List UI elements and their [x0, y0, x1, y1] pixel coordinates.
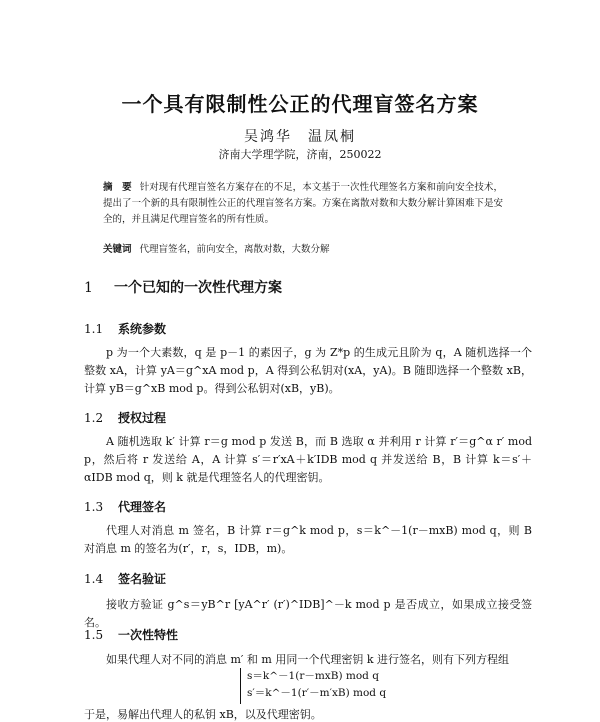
- section-heading-1: [84, 277, 282, 297]
- paragraph: 代理人对消息 m 签名，B 计算 r＝g^k mod p，s＝k^－1(r－mxB) mod q，则 B 对消息 m 的签名为(r′，r，s，IDB，m)。: [84, 524, 532, 555]
- section-number: 1: [84, 280, 93, 296]
- paragraph: 接收方验证 g^s＝yB^r [yA^r′ (r′)^IDB]^－k mod p 是否成立，如果成立接受签名。: [84, 598, 532, 629]
- section-1-2-body: [84, 433, 532, 487]
- section-title: 代理签名: [118, 500, 167, 514]
- paper-affiliation: 济南大学理学院，济南，250022: [218, 148, 382, 161]
- equation-system: [240, 668, 386, 704]
- abstract: [103, 180, 503, 228]
- section-heading-1-5: [84, 626, 178, 643]
- paragraph: 如果代理人对不同的消息 m′ 和 m 用同一个代理密钥 k 进行签名，则有下列方程组: [106, 653, 510, 666]
- section-title: 一次性特性: [118, 628, 179, 642]
- section-heading-1-1: [84, 320, 166, 337]
- section-number: 1.5: [84, 628, 104, 642]
- section-1-5-body: [84, 651, 532, 669]
- paragraph: p 为一个大素数，q 是 p－1 的素因子，g 为 Z*p 的生成元且阶为 q，A 随机选择一个整数 xA，计算 yA＝g^xA mod p，A 得到公私钥对(xA，yA)。B 随即选择一个整数 xB，计算 yB＝g^xB mod p。得到公私钥对(xB，yB)。: [84, 346, 532, 395]
- abstract-text: 针对现有代理盲签名方案存在的不足，本文基于一次性代理签名方案和前向安全技术，提出了一个新的具有限制性公正的代理盲签名方案。方案在离散对数和大数分解计算困难下是安全的，并且满足代理盲签名的所有性质。: [103, 182, 503, 225]
- section-title: 授权过程: [118, 411, 167, 425]
- keywords: [103, 243, 503, 257]
- section-heading-1-4: [84, 570, 166, 587]
- keywords-label: 关键词: [103, 244, 132, 255]
- equation: s′＝k^－1(r′－m′xB) mod q: [247, 687, 387, 699]
- section-number: 1.3: [84, 500, 104, 514]
- section-1-3-body: [84, 522, 532, 558]
- section-number: 1.2: [84, 411, 104, 425]
- section-1-1-body: [84, 344, 532, 398]
- paragraph: A 随机选取 k′ 计算 r＝g mod p 发送 B，而 B 选取 α 并利用 r 计算 r′＝g^α r′ mod p，然后将 r 发送给 A，A 计算 s′＝r′xA＋k′IDB mod q 并发送给 B，B 计算 k＝s′＋αIDB mod q，则 k 就是代理签名人的代理密钥。: [84, 435, 532, 484]
- keywords-text: 代理盲签名，前向安全，离散对数，大数分解: [139, 244, 330, 255]
- section-heading-1-3: [84, 498, 166, 515]
- paper-authors: 吴鸿华 温凤桐: [244, 129, 356, 145]
- section-heading-1-2: [84, 409, 166, 426]
- section-title: 系统参数: [118, 322, 167, 336]
- section-title: 一个已知的一次性代理方案: [114, 280, 282, 296]
- section-number: 1.4: [84, 572, 104, 586]
- section-1-5-tail: 于是，易解出代理人的私钥 xB，以及代理密钥。: [84, 708, 322, 721]
- section-number: 1.1: [84, 322, 104, 336]
- abstract-label: 摘 要: [103, 182, 132, 193]
- paper-title: 一个具有限制性公正的代理盲签名方案: [121, 92, 479, 116]
- equation: s＝k^－1(r－mxB) mod q: [247, 670, 379, 682]
- section-title: 签名验证: [118, 572, 167, 586]
